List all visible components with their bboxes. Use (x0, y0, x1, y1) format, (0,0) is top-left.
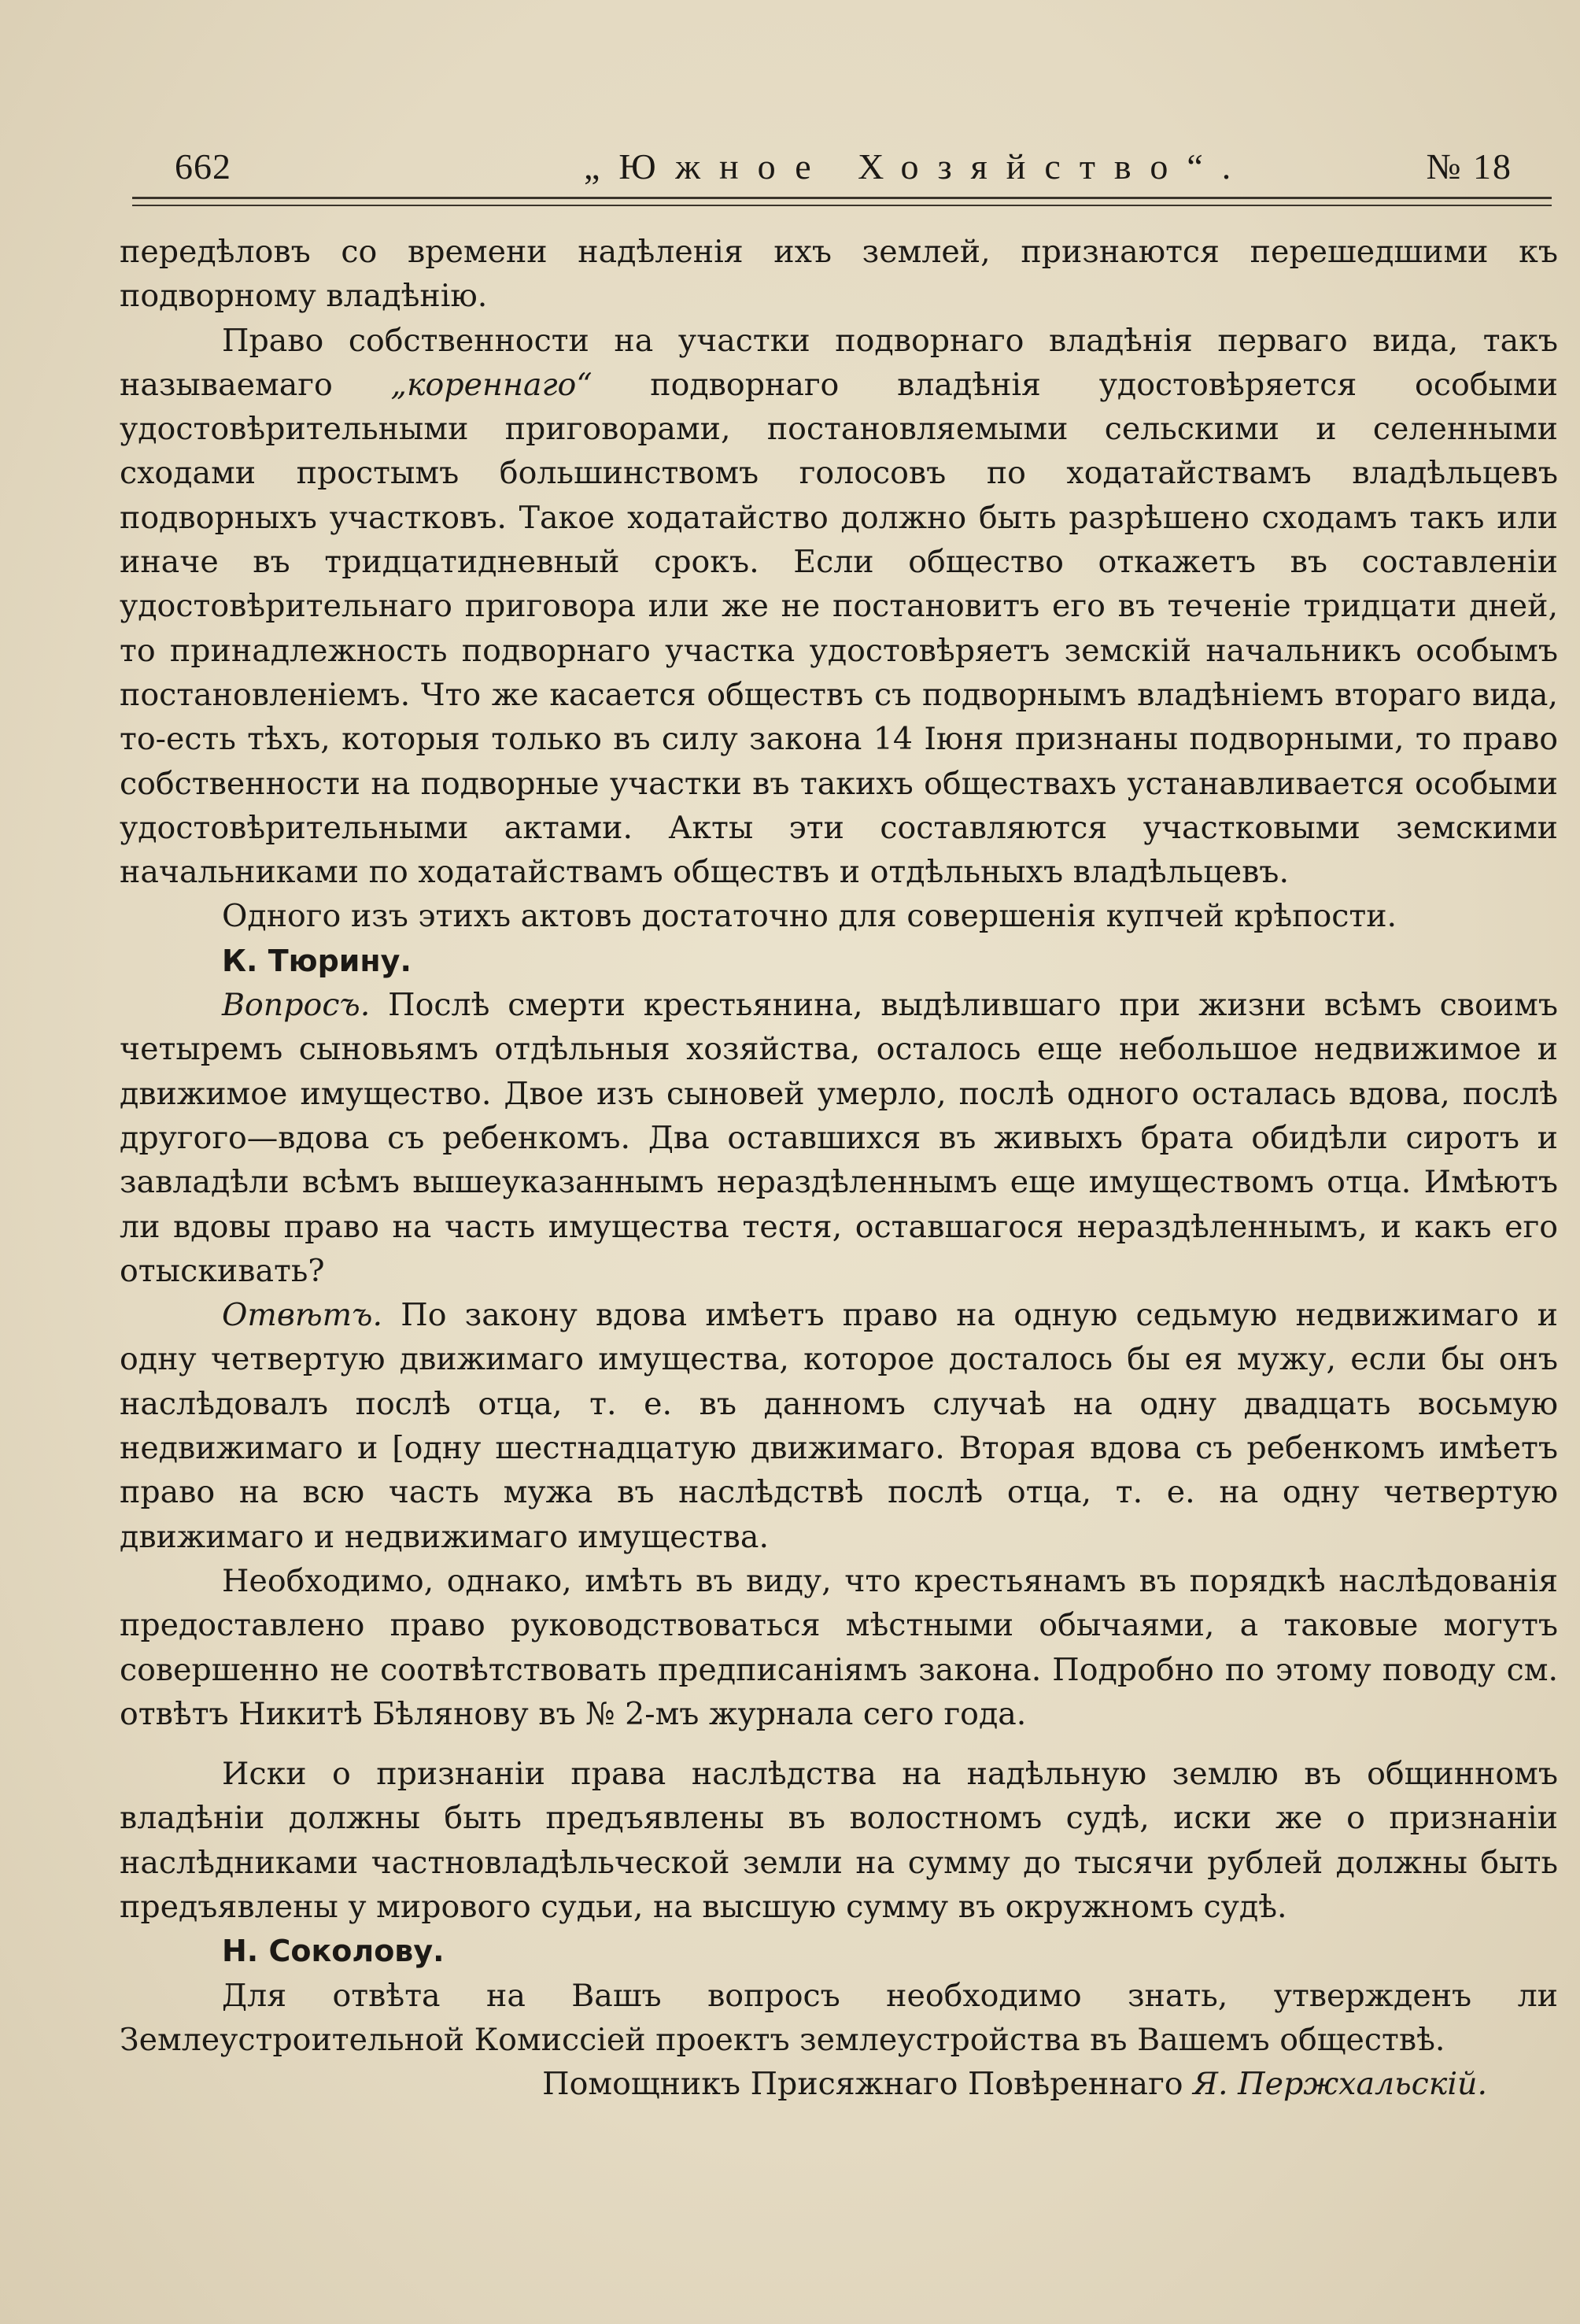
paragraph: Необходимо, однако, имѣть въ виду, что крестьянамъ въ порядкѣ наслѣдованія предоставлено право руководствоваться мѣстными обычаями, а таковые могутъ совершенно не соотвѣтствовать предписаніямъ закона. Подробно по этому поводу см. отвѣтъ Никитѣ Бѣлянову въ № 2-мъ журнала сего года. (120, 1562, 1558, 1732)
text-run: По закону вдова имѣетъ право на одную седьмую недвижимаго и одну четвертую движимаго имущества, которое досталось бы ея мужу, если бы онъ наслѣдовалъ послѣ отца, т. е. въ данномъ случаѣ на одну двадцать восьмую недвижимаго и [одну шестнадцатую движимаго. Вторая вдова съ ребенкомъ имѣетъ право на всю часть мужа въ наслѣдствѣ послѣ отца, т. е. на одну четвертую движимаго и недвижимаго имущества. (120, 1297, 1558, 1555)
page-number: 662 (175, 146, 231, 187)
issue-number: № 18 (1426, 146, 1512, 187)
text-run: Право собственности на участки подворнаго владѣнія перваго вида, такъ называемаго (120, 322, 1558, 403)
question-paragraph (120, 983, 1558, 1293)
emphasis-text: „кореннаго“ (390, 366, 592, 403)
article-body (120, 230, 1558, 2106)
paragraph: передѣловъ со времени надѣленія ихъ землей, признаются перешедшими къ подворному владѣнію. (120, 234, 1558, 315)
answer-label: Отвѣтъ. (222, 1297, 383, 1334)
recipient-heading: К. Тюрину. (222, 943, 412, 978)
signature-name: Я. Пержхальскій. (1193, 2066, 1487, 2103)
text-run: подворнаго владѣнія удостовѣряется особыми удостовѣрительными приговорами, постановляемыми сельскими и селенными сходами простымъ большинствомъ голосовъ по ходатайствамъ владѣльцевъ подворныхъ участковъ. Такое ходатайство должно быть разрѣшено сходамъ такъ или иначе въ тридцатидневный срокъ. Если общество откажетъ въ составленіи удостовѣрительнаго приговора или же не постановитъ его въ теченіе тридцати дней, то принадлежность подворнаго участка удостовѣряетъ земскій начальникъ особымъ постановленіемъ. Что же касается обществъ съ подворнымъ владѣніемъ втораго вида, то-есть тѣхъ, которыя только въ силу закона 14 Іюня признаны подворными, то право собственности на подворные участки въ такихъ обществахъ устанавливается особыми удостовѣрительными актами. Акты эти составляются участковыми земскими начальниками по ходатайствамъ обществъ и отдѣльныхъ владѣльцевъ. (120, 366, 1559, 891)
running-header (175, 142, 1512, 192)
paragraph: Одного изъ этихъ актовъ достаточно для совершенія купчей крѣпости. (222, 898, 1397, 935)
paragraph (120, 319, 1558, 895)
signature (120, 2062, 1558, 2106)
signature-role: Помощникъ Присяжнаго Повѣреннаго (542, 2066, 1183, 2103)
paragraph: Для отвѣта на Вашъ вопросъ необходимо знать, утвержденъ ли Землеустроительной Комиссіей проектъ землеустройства въ Вашемъ обществѣ. (120, 1977, 1558, 2058)
recipient-heading: Н. Соколову. (222, 1934, 445, 1969)
paragraph: Иски о признаніи права наслѣдства на надѣльную землю въ общинномъ владѣніи должны быть предъявлены въ волостномъ судѣ, иски же о признаніи наслѣдниками частновладѣльческой земли на сумму до тысячи рублей должны быть предъявлены у мирового судьи, на высшую сумму въ окружномъ судѣ. (120, 1756, 1558, 1925)
answer-paragraph (120, 1293, 1558, 1559)
journal-title: „Южное Хозяйство“. (584, 146, 1250, 187)
header-rule-thin (132, 205, 1552, 206)
text-run: Послѣ смерти крестьянина, выдѣлившаго при жизни всѣмъ своимъ четыремъ сыновьямъ отдѣльныя хозяйства, осталось еще небольшое недвижимое и движимое имущество. Двое изъ сыновей умерло, послѣ одного осталась вдова, послѣ другого—вдова съ ребенкомъ. Два оставшихся въ живыхъ брата обидѣли сиротъ и завладѣли всѣмъ вышеуказаннымъ нераздѣленнымъ еще имуществомъ отца. Имѣютъ ли вдовы право на часть имущества тестя, оставшагося нераздѣленнымъ, и какъ его отыскивать? (120, 987, 1558, 1289)
header-rule (132, 197, 1552, 199)
question-label: Вопросъ. (222, 987, 371, 1024)
